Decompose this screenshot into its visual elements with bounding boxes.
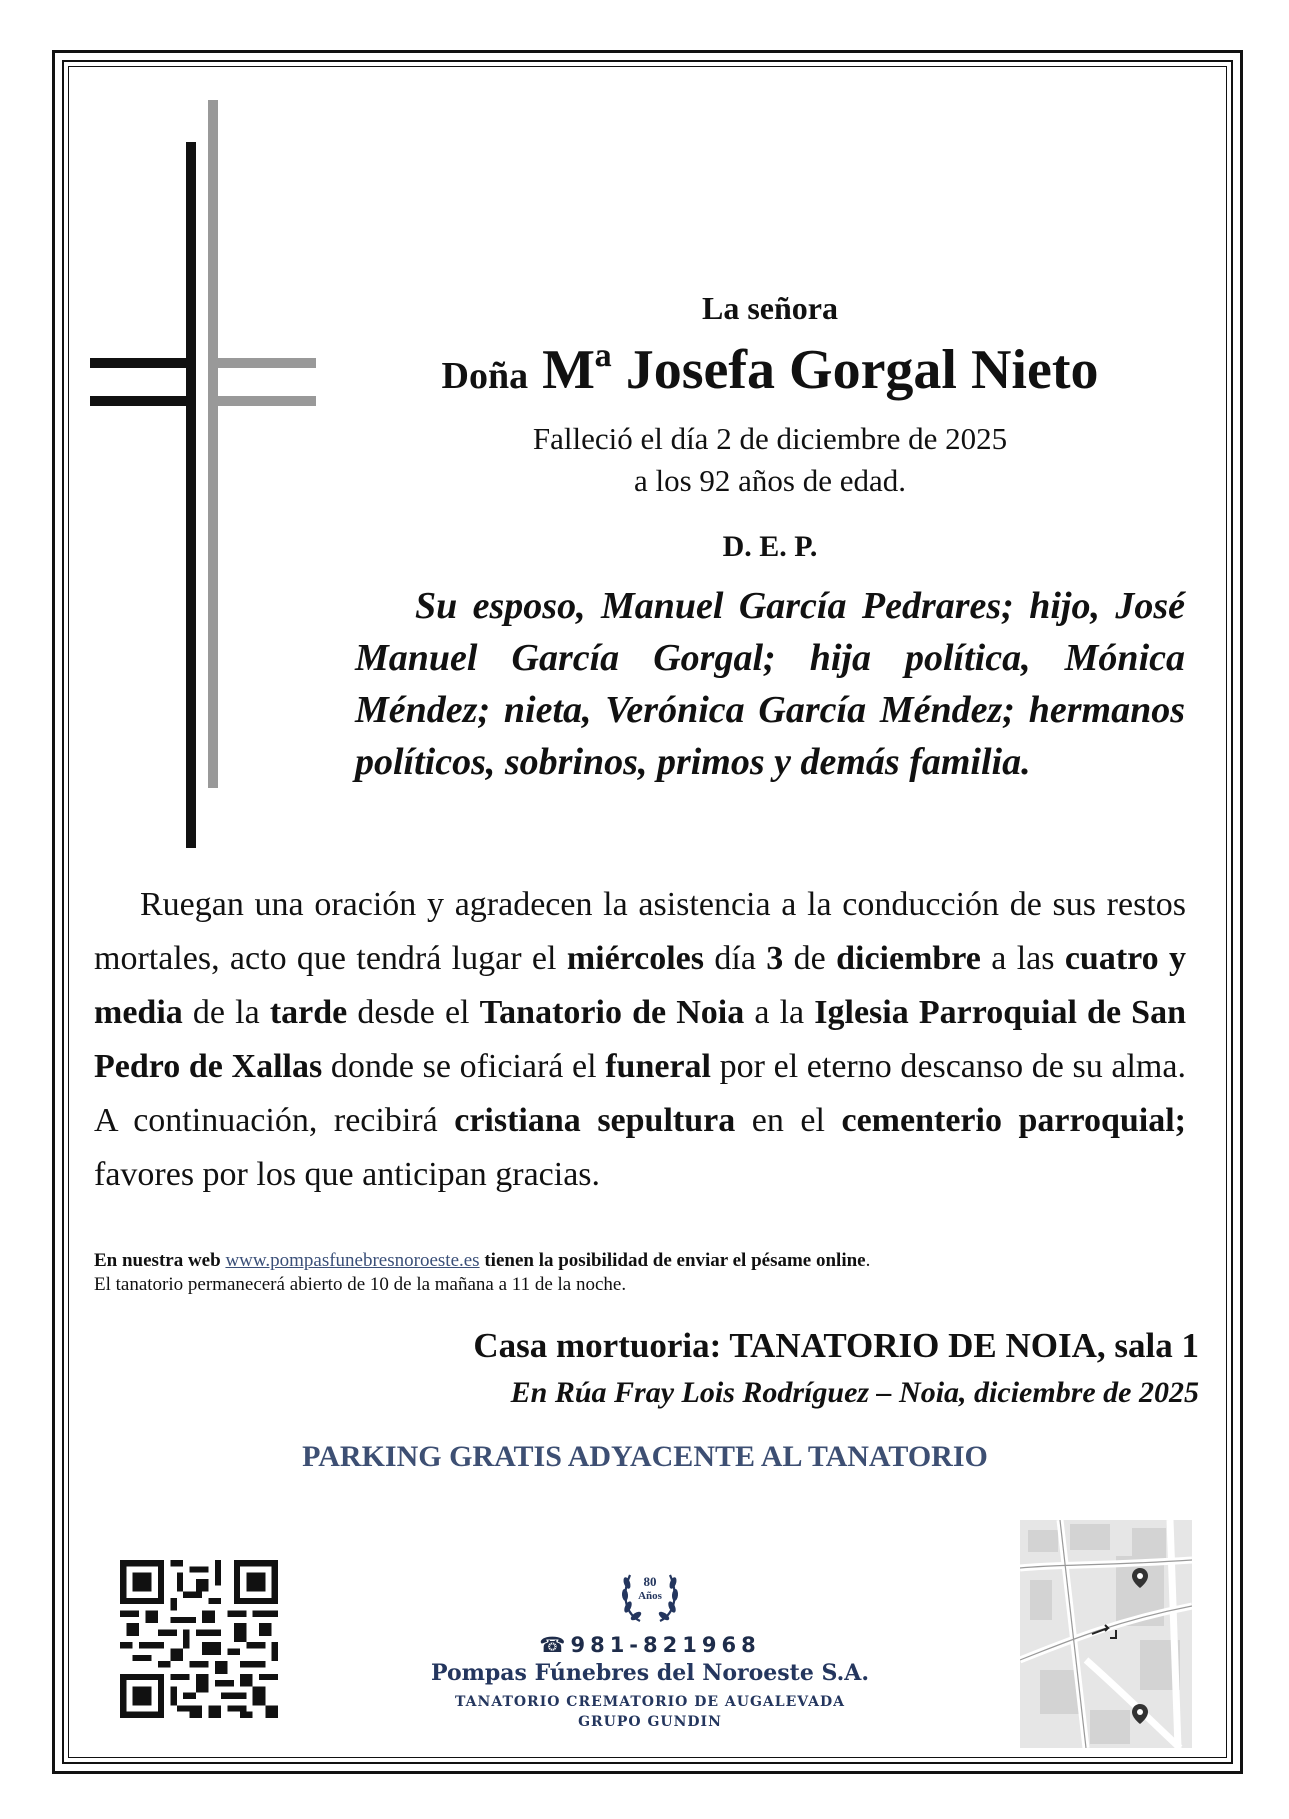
location-map[interactable] (1020, 1520, 1192, 1748)
web-note (94, 1249, 1194, 1297)
death-age: a los 92 años de edad. (633, 463, 907, 498)
phone-icon: ☎ (539, 1633, 571, 1657)
intro-text: La señora (702, 290, 838, 326)
emblem-text: 80 Años (638, 1574, 662, 1602)
family-list: Su esposo, Manuel García Pedrares; hijo, José Manuel García Gorgal; hija política, Mónica Méndez; nieta, Verónica García Méndez; hermanos políticos, sobrinos, primos y demás familia. (355, 585, 1185, 783)
address-line: En Rúa Fray Lois Rodríguez – Noia, diciembre de 2025 (510, 1376, 1199, 1409)
ceremony-text: Ruegan una oración y agradecen la asistencia a la conducción de sus restos mortales, acto que tendrá lugar el miércoles día 3 de diciembre a las cuatro y media de la tarde desde el Tanatorio de Noia a la Iglesia Parroquial de San Pedro de Xallas donde se oficiará el funeral por el eterno descanso de su alma. A continuación, recibirá cristiana sepultura en el cementerio parroquial; favores por los que anticipan gracias. (94, 886, 1187, 1193)
parking-notice: PARKING GRATIS ADYACENTE AL TANATORIO (302, 1440, 988, 1473)
name-prefix: Doña (441, 355, 529, 397)
qr-code[interactable] (118, 1560, 280, 1718)
company-name: Pompas Fúnebres del Noroeste S.A. (431, 1660, 869, 1686)
cross-gray-vertical (208, 100, 218, 788)
cross-black-arm-bottom (90, 396, 196, 406)
hours-note: El tanatorio permanecerá abierto de 10 de la mañana a 11 de la noche. (94, 1274, 627, 1295)
company-subtitle: TANATORIO CREMATORIO DE AUGALEVADA (455, 1694, 845, 1710)
cross-black-vertical (186, 142, 196, 848)
cross-gray-arm-top (208, 358, 316, 368)
web-note-line: En nuestra web www.pompasfunebresnoroeste.es tienen la posibilidad de enviar el pésame online. (94, 1250, 871, 1271)
cross-gray-arm-bottom (208, 396, 316, 406)
funeral-home: Casa mortuoria: TANATORIO DE NOIA, sala 1 (473, 1326, 1199, 1365)
company-group: GRUPO GUNDIN (578, 1714, 722, 1730)
death-date: Falleció el día 2 de diciembre de 2025 (532, 421, 1008, 456)
phone-number[interactable]: ☎981-821968 (539, 1633, 761, 1657)
dep-text: D. E. P. (722, 530, 818, 563)
website-link[interactable]: www.pompasfunebresnoroeste.es (225, 1250, 480, 1271)
death-details (355, 418, 1185, 502)
name-main: Mª Josefa Gorgal Nieto (542, 339, 1099, 401)
cross-black-arm-top (90, 358, 196, 368)
deceased-name (355, 338, 1185, 402)
